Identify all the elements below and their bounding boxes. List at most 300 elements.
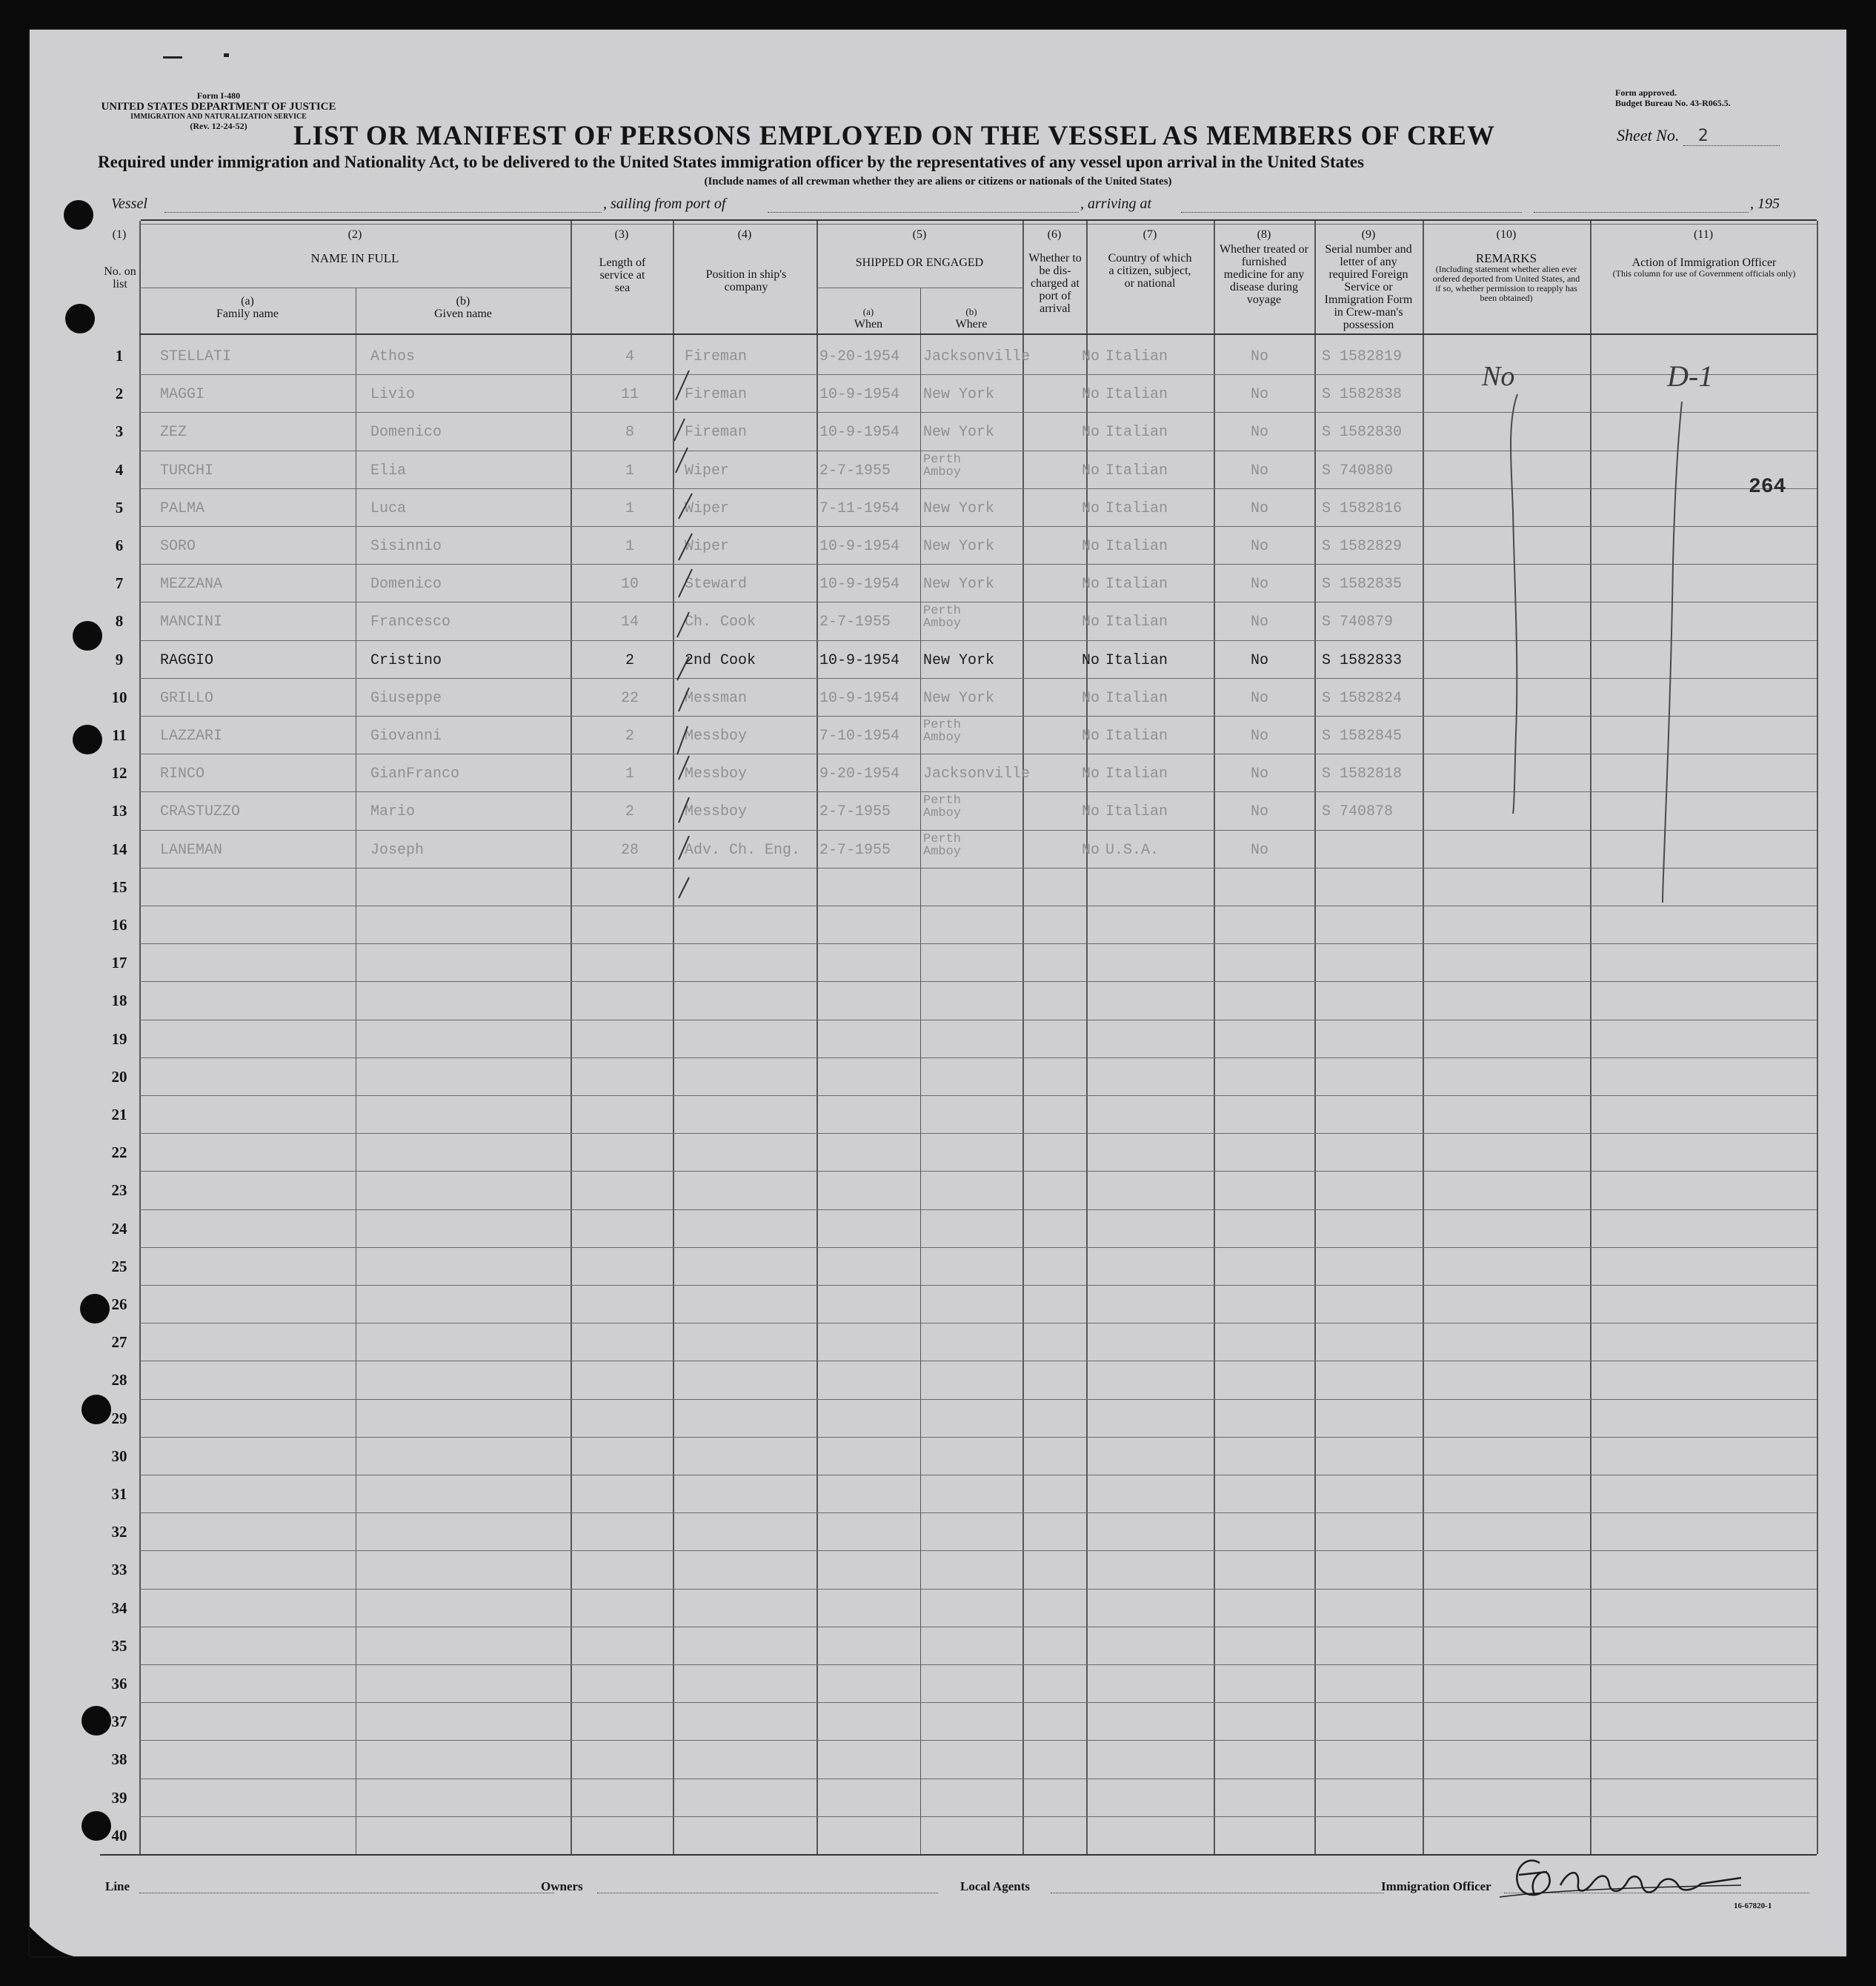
crew-medicine-cell: No [1251, 690, 1269, 707]
crew-medicine-cell: No [1251, 842, 1269, 859]
crew-country-cell: Italian [1105, 424, 1168, 441]
crew-position-cell: Wiper [685, 500, 730, 517]
crew-where-cell: Perth Amboy [923, 832, 962, 859]
crew-given-cell: Livio [370, 386, 416, 403]
given-letter: (b) [456, 295, 470, 308]
col-line [816, 221, 818, 1854]
sheet-label: Sheet No. [1617, 126, 1680, 145]
form-approved: Form approved. [1615, 87, 1677, 98]
row-number: 2 [115, 385, 124, 402]
row-number: 16 [111, 916, 127, 934]
position-header: Position in ship's company [705, 268, 787, 293]
row-number: 36 [111, 1675, 127, 1693]
budget-bureau: Budget Bureau No. 43-R065.5. [1615, 98, 1731, 108]
crew-discharged-cell: No [1082, 652, 1100, 669]
action-note: (This column for use of Government officials only) [1612, 268, 1796, 279]
crew-position-cell: Wiper [685, 538, 730, 555]
crew-given-cell: Joseph [370, 842, 425, 859]
crew-when-cell: 9-20-1954 [819, 765, 900, 783]
row-number: 31 [111, 1485, 127, 1503]
crew-family-cell: MEZZANA [160, 576, 223, 593]
row-number: 17 [111, 954, 127, 972]
crew-when-cell: 10-9-1954 [819, 652, 900, 669]
when-label: When [854, 318, 883, 331]
immigration-officer-label: Immigration Officer [1381, 1879, 1491, 1893]
remarks-label: REMARKS [1475, 251, 1537, 265]
row-divider [139, 868, 1817, 869]
col-number: (2) [347, 228, 362, 241]
col-line [1590, 221, 1591, 1854]
crew-position-cell: Steward [685, 576, 748, 593]
crew-where-cell: Perth Amboy [923, 718, 962, 745]
medicine-header: Whether treated or furnished medicine for any disease during voyage [1220, 243, 1308, 306]
crew-given-cell: Domenico [370, 576, 442, 593]
crew-country-cell: U.S.A. [1105, 842, 1160, 859]
row-number: 9 [115, 651, 124, 668]
crew-position-cell: Messboy [685, 765, 748, 783]
row-divider [139, 526, 1817, 527]
row-number: 12 [111, 764, 127, 782]
row-divider [139, 1512, 1817, 1513]
crew-family-cell: PALMA [160, 500, 205, 517]
crew-medicine-cell: No [1251, 614, 1269, 631]
crew-length-cell: 1 [625, 765, 634, 783]
crew-position-cell: Fireman [685, 424, 748, 441]
col-line [1423, 221, 1424, 1854]
action-header [1608, 256, 1800, 279]
row-number: 26 [111, 1295, 127, 1313]
row-number: 15 [111, 878, 127, 896]
crew-country-cell: Italian [1105, 765, 1168, 783]
crew-serial-cell: S 1582835 [1322, 576, 1403, 593]
crew-length-cell: 2 [625, 728, 634, 745]
torn-corner [30, 1927, 74, 1956]
crew-when-cell: 2-7-1955 [819, 842, 891, 859]
row-divider [139, 1589, 1817, 1590]
row-number: 25 [111, 1258, 127, 1275]
crew-family-cell: MAGGI [160, 386, 205, 403]
remarks-handwriting: No [1482, 361, 1515, 392]
row-divider [139, 1057, 1817, 1058]
action-stamp-number: 264 [1749, 476, 1786, 499]
arriving-label: , arriving at [1080, 196, 1152, 212]
crew-given-cell: GianFranco [370, 765, 460, 783]
col-number: (1) [112, 228, 127, 241]
crew-when-cell: 2-7-1955 [819, 803, 891, 820]
crew-length-cell: 10 [620, 576, 639, 593]
crew-medicine-cell: No [1251, 538, 1269, 555]
crew-family-cell: RAGGIO [160, 652, 214, 669]
row-number: 21 [111, 1106, 127, 1123]
row-number: 18 [111, 992, 127, 1009]
crew-length-cell: 2 [625, 803, 634, 820]
crew-where-cell: New York [923, 690, 995, 707]
officer-signature [1497, 1841, 1749, 1907]
row-number: 23 [111, 1181, 127, 1199]
row-divider [139, 1171, 1817, 1172]
crew-given-cell: Sisinnio [370, 538, 442, 555]
shipped-header: SHIPPED OR ENGAGED [855, 256, 984, 269]
crew-family-cell: TURCHI [160, 462, 214, 479]
sheet-value: 2 [1683, 127, 1780, 146]
punch-hole [73, 725, 102, 754]
crew-discharged-cell: No [1082, 348, 1100, 365]
col-number: (3) [614, 228, 629, 241]
crew-medicine-cell: No [1251, 500, 1269, 517]
ink-mark [224, 53, 229, 57]
crew-position-cell: Wiper [685, 462, 730, 479]
department-name: UNITED STATES DEPARTMENT OF JUSTICE [101, 101, 336, 113]
row-number: 40 [111, 1827, 127, 1844]
action-label: Action of Immigration Officer [1631, 256, 1777, 269]
family-letter: (a) [241, 295, 254, 308]
row-divider [139, 678, 1817, 679]
row-number: 34 [111, 1599, 127, 1617]
crew-length-cell: 22 [620, 690, 639, 707]
crew-country-cell: Italian [1105, 614, 1168, 631]
crew-when-cell: 10-9-1954 [819, 386, 900, 403]
crew-discharged-cell: No [1082, 728, 1100, 745]
col-line [571, 221, 572, 1854]
crew-length-cell: 4 [625, 348, 634, 365]
crew-family-cell: SORO [160, 538, 196, 555]
row-number: 22 [111, 1143, 127, 1161]
crew-position-cell: Ch. Cook [685, 614, 756, 631]
sheet-number [1617, 126, 1780, 146]
service-name: IMMIGRATION AND NATURALIZATION SERVICE [130, 113, 307, 121]
crew-when-cell: 2-7-1955 [819, 614, 891, 631]
given-label: Given name [434, 308, 492, 320]
year-label: , 195 [1750, 196, 1780, 212]
punch-hole [82, 1706, 111, 1736]
country-header: Country of which a citizen, subject, or national [1108, 252, 1192, 290]
where-label: Where [955, 318, 988, 331]
row-number: 24 [111, 1220, 127, 1238]
crew-family-cell: LAZZARI [160, 728, 223, 745]
crew-where-cell: Perth Amboy [923, 604, 962, 631]
crew-where-cell: New York [923, 500, 995, 517]
crew-discharged-cell: No [1082, 386, 1100, 403]
crew-country-cell: Italian [1105, 348, 1168, 365]
crew-given-cell: Elia [370, 462, 407, 479]
row-number: 7 [115, 574, 124, 592]
crew-length-cell: 14 [620, 614, 639, 631]
local-agents-label: Local Agents [960, 1879, 1030, 1893]
row-number: 11 [112, 726, 127, 744]
crew-country-cell: Italian [1105, 576, 1168, 593]
row-number: 30 [111, 1447, 127, 1465]
crew-discharged-cell: No [1082, 424, 1100, 441]
row-divider [139, 1133, 1817, 1134]
row-number: 37 [111, 1713, 127, 1730]
row-number: 27 [111, 1333, 127, 1351]
where-letter: (b) [965, 306, 977, 317]
crew-family-cell: STELLATI [160, 348, 232, 365]
no-on-list-header: No. on list [104, 265, 136, 290]
table-top-border-inner [141, 224, 1817, 225]
row-number: 38 [111, 1750, 127, 1768]
col-line [139, 221, 141, 1854]
crew-serial-cell: S 1582838 [1322, 386, 1403, 403]
row-number: 19 [111, 1030, 127, 1048]
remarks-header [1430, 252, 1583, 303]
row-divider [139, 1095, 1817, 1096]
crew-when-cell: 7-11-1954 [819, 500, 900, 517]
row-divider [139, 791, 1817, 792]
crew-serial-cell: S 740880 [1322, 462, 1394, 479]
col-number: (4) [737, 228, 752, 241]
col-line [1314, 221, 1316, 1854]
crew-discharged-cell: No [1082, 614, 1100, 631]
crew-length-cell: 11 [620, 386, 639, 403]
crew-given-cell: Luca [370, 500, 407, 517]
crew-country-cell: Italian [1105, 538, 1168, 555]
crew-where-cell: Jacksonville [923, 765, 1031, 783]
crew-serial-cell: S 1582819 [1322, 348, 1403, 365]
crew-country-cell: Italian [1105, 803, 1168, 820]
crew-given-cell: Giuseppe [370, 690, 442, 707]
row-number: 29 [111, 1409, 127, 1427]
sailing-port-field[interactable] [768, 212, 1079, 213]
crew-given-cell: Giovanni [370, 728, 442, 745]
col-number: (9) [1361, 228, 1376, 241]
row-number: 33 [111, 1561, 127, 1578]
crew-serial-cell: S 1582824 [1322, 690, 1403, 707]
crew-serial-cell: S 1582833 [1322, 652, 1403, 669]
crew-medicine-cell: No [1251, 803, 1269, 820]
row-divider [139, 981, 1817, 982]
crew-length-cell: 1 [625, 500, 634, 517]
col-number: (11) [1693, 228, 1714, 241]
arrival-date-field[interactable] [1534, 212, 1749, 213]
row-number: 10 [111, 688, 127, 706]
punch-hole [73, 621, 102, 651]
row-divider [139, 1437, 1817, 1438]
crew-given-cell: Mario [370, 803, 416, 820]
row-divider [139, 1209, 1817, 1210]
crew-family-cell: CRASTUZZO [160, 803, 241, 820]
crew-serial-cell: S 1582816 [1322, 500, 1403, 517]
crew-when-cell: 10-9-1954 [819, 576, 900, 593]
crew-position-cell: Messboy [685, 803, 748, 820]
row-number: 20 [111, 1068, 127, 1086]
row-divider [139, 1664, 1817, 1665]
row-number: 3 [115, 422, 124, 440]
row-divider [139, 412, 1817, 413]
crew-given-cell: Cristino [370, 652, 442, 669]
crew-length-cell: 8 [625, 424, 634, 441]
punch-hole [82, 1395, 111, 1424]
row-number: 14 [111, 840, 127, 858]
row-number: 1 [115, 347, 124, 365]
crew-discharged-cell: No [1082, 765, 1100, 783]
crew-where-cell: Jacksonville [923, 348, 1031, 365]
page-title: LIST OR MANIFEST OF PERSONS EMPLOYED ON THE VESSEL AS MEMBERS OF CREW [293, 121, 1495, 151]
punch-hole [82, 1811, 111, 1841]
arriving-port-field[interactable] [1181, 212, 1522, 213]
crew-family-cell: RINCO [160, 765, 205, 783]
length-service-header: Length of service at sea [599, 256, 646, 294]
form-number: Form I-480 [196, 90, 241, 101]
crew-given-cell: Domenico [370, 424, 442, 441]
crew-where-cell: New York [923, 576, 995, 593]
row-divider [139, 943, 1817, 944]
punch-hole [65, 304, 95, 333]
crew-country-cell: Italian [1105, 728, 1168, 745]
crew-when-cell: 10-9-1954 [819, 690, 900, 707]
family-name-header [139, 295, 356, 320]
when-letter: (a) [862, 306, 874, 317]
col-line [1214, 221, 1215, 1854]
crew-discharged-cell: No [1082, 462, 1100, 479]
col-line [920, 288, 921, 1854]
crew-medicine-cell: No [1251, 424, 1269, 441]
crew-position-cell: Fireman [685, 386, 748, 403]
col-number: (10) [1496, 228, 1517, 241]
crew-discharged-cell: No [1082, 690, 1100, 707]
crew-position-cell: 2nd Cook [685, 652, 756, 669]
vessel-label: Vessel [111, 196, 147, 212]
crew-given-cell: Francesco [370, 614, 451, 631]
given-name-header [356, 295, 571, 320]
row-divider [139, 1740, 1817, 1741]
revision-date: (Rev. 12-24-52) [190, 121, 247, 131]
crew-country-cell: Italian [1105, 500, 1168, 517]
crew-where-cell: New York [923, 652, 995, 669]
row-divider [139, 1550, 1817, 1551]
row-number: 13 [111, 802, 127, 820]
crew-discharged-cell: No [1082, 842, 1100, 859]
name-in-full-header: NAME IN FULL [310, 251, 399, 265]
action-ditto-line [1657, 400, 1686, 904]
row-divider [139, 1285, 1817, 1286]
header-bottom-line [139, 333, 1817, 335]
col-line [1022, 221, 1024, 1854]
crew-family-cell: GRILLO [160, 690, 214, 707]
crew-where-cell: Perth Amboy [923, 794, 962, 820]
punch-hole [64, 200, 93, 230]
owners-label: Owners [541, 1879, 583, 1893]
crew-position-cell: Messboy [685, 728, 748, 745]
remarks-ditto-line [1504, 393, 1526, 815]
crew-country-cell: Italian [1105, 462, 1168, 479]
discharged-header: Whether to be dis-charged at port of arrival [1028, 252, 1082, 315]
row-number: 8 [115, 612, 124, 630]
where-header [920, 305, 1022, 331]
crew-medicine-cell: No [1251, 576, 1269, 593]
form-code: 16-67820-1 [1734, 1902, 1772, 1910]
crew-serial-cell: S 740878 [1322, 803, 1394, 820]
crew-medicine-cell: No [1251, 386, 1269, 403]
crew-where-cell: New York [923, 424, 995, 441]
row-divider [139, 1816, 1817, 1817]
crew-length-cell: 2 [625, 652, 634, 669]
crew-length-cell: 1 [625, 462, 634, 479]
row-divider [139, 830, 1817, 831]
row-divider [139, 374, 1817, 375]
col-number: (8) [1257, 228, 1271, 241]
row-divider [139, 1702, 1817, 1703]
manifest-page [30, 30, 1846, 1956]
crew-when-cell: 10-9-1954 [819, 424, 900, 441]
crew-serial-cell: S 1582845 [1322, 728, 1403, 745]
family-label: Family name [216, 308, 279, 320]
serial-header: Serial number and letter of any required Foreign Service or Immigration Form in Crew-man's possession [1324, 243, 1413, 331]
row-divider [139, 488, 1817, 489]
crew-country-cell: Italian [1105, 690, 1168, 707]
approval-block [1615, 87, 1731, 108]
crew-family-cell: MANCINI [160, 614, 223, 631]
crew-length-cell: 28 [620, 842, 639, 859]
crew-where-cell: New York [923, 538, 995, 555]
crew-note: (Include names of all crewman whether they are aliens or citizens or nationals of the United States) [704, 176, 1172, 187]
crew-family-cell: LANEMAN [160, 842, 223, 859]
when-header [816, 305, 920, 331]
row-divider [139, 640, 1817, 641]
crew-serial-cell: S 1582829 [1322, 538, 1403, 555]
ink-mark [163, 56, 182, 59]
sailing-label: , sailing from port of [603, 196, 726, 212]
row-divider [139, 1399, 1817, 1400]
vessel-field[interactable] [164, 212, 602, 213]
table-top-border [141, 219, 1817, 221]
crew-serial-cell: S 1582818 [1322, 765, 1403, 783]
col-number: (7) [1142, 228, 1157, 241]
crew-discharged-cell: No [1082, 803, 1100, 820]
row-divider [139, 1323, 1817, 1324]
row-divider [139, 1247, 1817, 1248]
crew-position-cell: Messman [685, 690, 748, 707]
row-number: 5 [115, 499, 124, 517]
crew-discharged-cell: No [1082, 576, 1100, 593]
crew-position-cell: Adv. Ch. Eng. [685, 842, 801, 859]
crew-length-cell: 1 [625, 538, 634, 555]
crew-when-cell: 10-9-1954 [819, 538, 900, 555]
row-number: 32 [111, 1523, 127, 1541]
col-number: (5) [912, 228, 927, 241]
crew-where-cell: Perth Amboy [923, 453, 962, 479]
crew-family-cell: ZEZ [160, 424, 187, 441]
crew-discharged-cell: No [1082, 500, 1100, 517]
col-line [1817, 221, 1818, 1854]
checkmark-column [674, 341, 719, 904]
crew-medicine-cell: No [1251, 652, 1269, 669]
crew-medicine-cell: No [1251, 462, 1269, 479]
crew-medicine-cell: No [1251, 728, 1269, 745]
crew-when-cell: 7-10-1954 [819, 728, 900, 745]
action-handwriting: D-1 [1667, 359, 1714, 393]
crew-when-cell: 9-20-1954 [819, 348, 900, 365]
crew-serial-cell: S 1582830 [1322, 424, 1403, 441]
line-label: Line [105, 1879, 130, 1893]
row-number: 39 [111, 1789, 127, 1807]
row-number: 35 [111, 1637, 127, 1655]
crew-given-cell: Athos [370, 348, 416, 365]
row-number: 6 [115, 537, 124, 554]
crew-position-cell: Fireman [685, 348, 748, 365]
crew-medicine-cell: No [1251, 348, 1269, 365]
row-divider [139, 564, 1817, 565]
crew-medicine-cell: No [1251, 765, 1269, 783]
page-subtitle: Required under immigration and Nationality Act, to be delivered to the United States immigration officer by the representatives of any vessel upon arrival in the United States [98, 153, 1364, 171]
row-divider [139, 716, 1817, 717]
crew-country-cell: Italian [1105, 652, 1168, 669]
remarks-note: (Including statement whether alien ever ordered deported from United States, and if so, whether permission to reapply has been obtained) [1432, 264, 1580, 303]
crew-serial-cell: S 740879 [1322, 614, 1394, 631]
row-number: 28 [111, 1371, 127, 1389]
row-number: 4 [115, 461, 124, 479]
crew-where-cell: New York [923, 386, 995, 403]
